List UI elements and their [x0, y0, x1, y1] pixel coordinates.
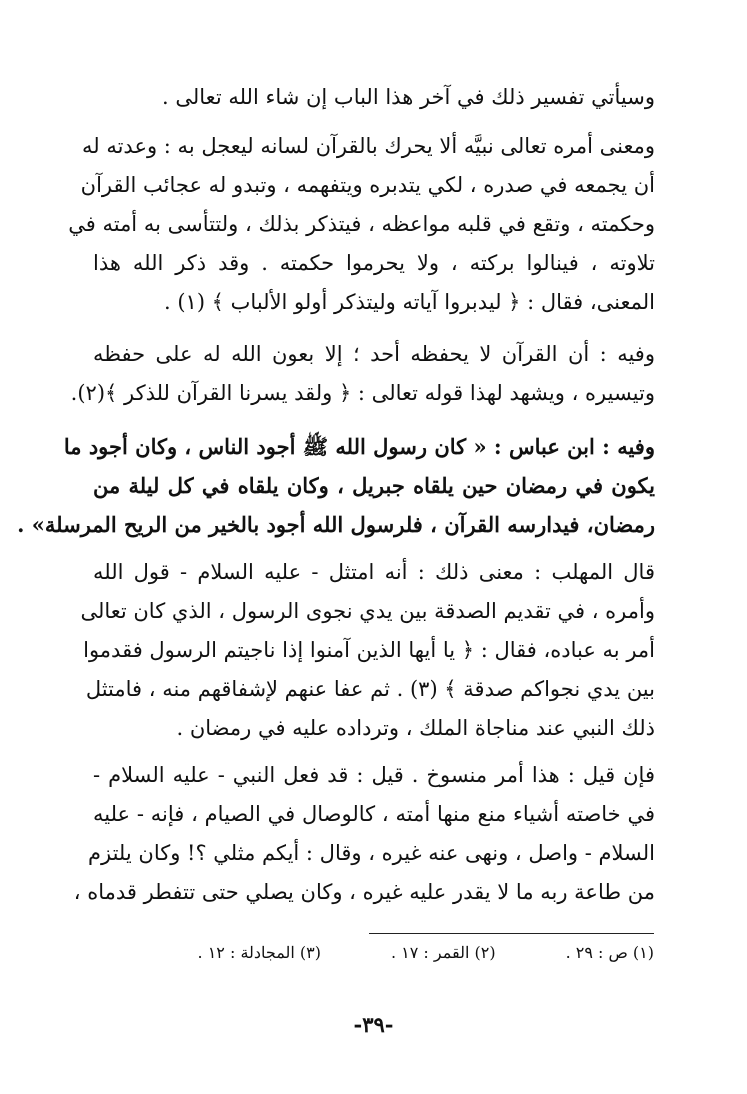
text-line: رمضان، فيدارسه القرآن ، فلرسول الله أجود بالخير من الريح المرسلة» . [17, 512, 655, 537]
text-line: ذلك النبي عند مناجاة الملك ، وترداده عليه في رمضان . [176, 716, 655, 740]
text-line: تلاوته ، فينالوا بركته ، ولا يحرموا حكمته . وقد ذكر الله هذا [93, 251, 655, 275]
footnote-1: (١) ص : ٢٩ . [565, 943, 654, 962]
text-line: يكون في رمضان حين يلقاه جبريل ، وكان يلقاه في كل ليلة من [93, 473, 655, 498]
text-line: وفيه : أن القرآن لا يحفظه أحد ؛ إلا بعون الله له على حفظه [93, 342, 655, 366]
text-line: في خاصته أشياء منع منها أمته ، كالوصال في الصيام ، فإنه - عليه [93, 802, 655, 826]
footnote-divider [369, 933, 654, 934]
footnotes [134, 943, 654, 962]
paragraph-5 [80, 553, 655, 748]
paragraph-6 [73, 756, 655, 912]
text-line: وحكمته ، وتقع في قلبه مواعظه ، فيتذكر بذلك ، ولتتأسى به أمته في [68, 212, 655, 236]
page-number: -٣٩- [353, 1012, 394, 1037]
text-line: أمر به عباده، فقال : ﴿ يا أيها الذين آمنوا إذا ناجيتم الرسول فقدموا [83, 638, 655, 662]
footnote-2: (٢) القمر : ١٧ . [390, 943, 496, 962]
text-line: ومعنى أمره تعالى نبيَّه ألا يحرك بالقرآن لسانه ليعجل به : وعدته له [82, 134, 655, 158]
text-line: وتيسيره ، ويشهد لهذا قوله تعالى : ﴿ ولقد يسرنا القرآن للذكر ﴾(٢). [70, 381, 655, 405]
paragraph-4-hadith [17, 427, 655, 544]
paragraph-1 [93, 78, 655, 117]
paragraph-2 [68, 127, 655, 322]
text-line: وأمره ، في تقديم الصدقة بين يدي نجوى الرسول ، الذي كان تعالى [80, 599, 655, 623]
text-line: وسيأتي تفسير ذلك في آخر هذا الباب إن شاء الله تعالى . [162, 85, 655, 109]
text-line: المعنى، فقال : ﴿ ليدبروا آياته وليتذكر أولو الألباب ﴾ (١) . [163, 290, 655, 314]
footnote-3: (٣) المجادلة : ١٢ . [197, 943, 321, 962]
text-line: السلام - واصل ، ونهى عنه غيره ، وقال : أيكم مثلي ؟! وكان يلتزم [88, 841, 655, 865]
text-line: من طاعة ربه ما لا يقدر عليه غيره ، وكان يصلي حتى تتفطر قدماه ، [73, 880, 655, 904]
text-line: قال المهلب : معنى ذلك : أنه امتثل - عليه السلام - قول الله [93, 560, 655, 584]
text-line: وفيه : ابن عباس : « كان رسول الله ﷺ أجود الناس ، وكان أجود ما [63, 434, 655, 459]
text-line: بين يدي نجواكم صدقة ﴾ (٣) . ثم عفا عنهم لإشفاقهم منه ، فامتثل [85, 677, 655, 701]
text-line: فإن قيل : هذا أمر منسوخ . قيل : قد فعل النبي - عليه السلام - [93, 763, 655, 787]
paragraph-3 [70, 335, 655, 413]
text-line: أن يجمعه في صدره ، لكي يتدبره ويتفهمه ، وتبدو له عجائب القرآن [80, 173, 655, 197]
